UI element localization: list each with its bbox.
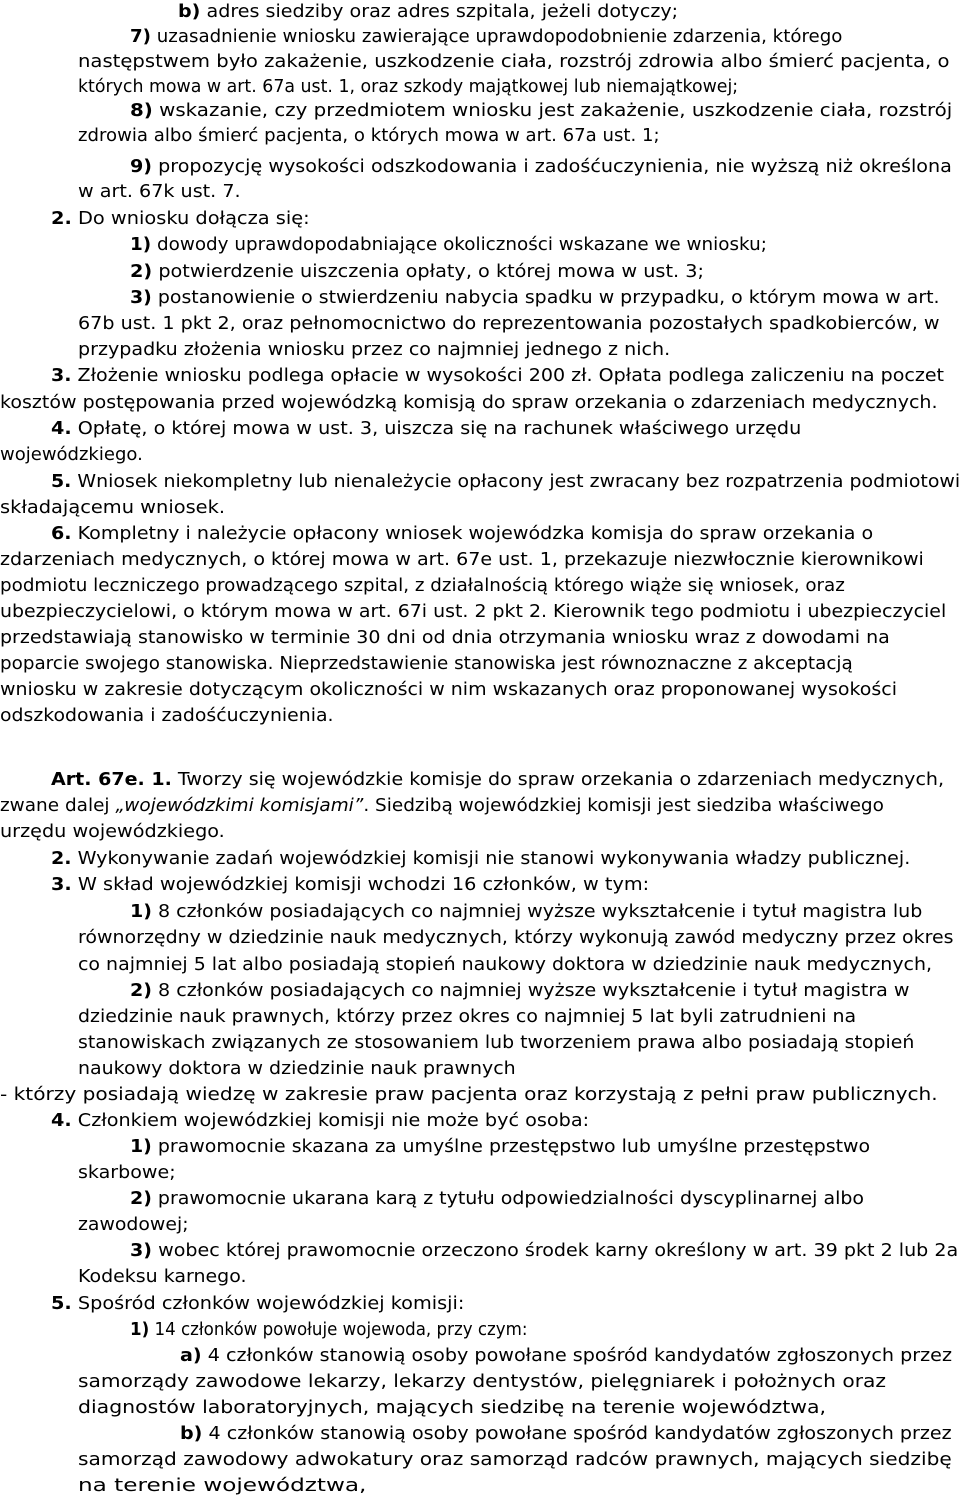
text-line: Kodeksu karnego. [78,1267,247,1287]
text-line: wniosku w zakresie dotyczącym okoliczności w nim wskazanych oraz proponowanej wysokości [0,680,898,700]
text-line: 4. Członkiem wojewódzkiej komisji nie może być osoba: [51,1111,590,1131]
text-line: b) 4 członków stanowią osoby powołane spośród kandydatów zgłoszonych przez [180,1424,952,1444]
text-line: co najmniej 5 lat albo posiadają stopień naukowy doktora w dziedzinie nauk medycznych, [78,955,933,975]
text-line: samorząd zawodowy adwokatury oraz samorząd radców prawnych, mających siedzibę [78,1450,952,1470]
text-line: 3) postanowienie o stwierdzeniu nabycia spadku w przypadku, o którym mowa w art. [130,288,940,308]
text-line: składającemu wniosek. [0,498,226,518]
text-line: w art. 67k ust. 7. [78,182,241,202]
text-line: 2. Wykonywanie zadań wojewódzkiej komisji nie stanowi wykonywania władzy publicznej. [51,849,911,869]
text-line: skarbowe; [78,1163,176,1183]
text-line: równorzędny w dziedzinie nauk medycznych, którzy wykonują zawód medyczny przez okres [78,928,954,948]
text-line: 3) wobec której prawomocnie orzeczono środek karny określony w art. 39 pkt 2 lub 2a [130,1241,959,1261]
text-line: 2) prawomocnie ukarana karą z tytułu odpowiedzialności dyscyplinarnej albo [130,1189,865,1209]
text-line: 67b ust. 1 pkt 2, oraz pełnomocnictwo do reprezentowania pozostałych spadkobierców, w [78,314,940,334]
text-line: 1) prawomocnie skazana za umyślne przestępstwo lub umyślne przestępstwo [130,1137,871,1157]
text-line: 8) wskazanie, czy przedmiotem wniosku jest zakażenie, uszkodzenie ciała, rozstrój [130,101,953,121]
text-line: 2) 8 członków posiadających co najmniej wyższe wykształcenie i tytuł magistra w [130,981,910,1001]
text-line: b) adres siedziby oraz adres szpitala, jeżeli dotyczy; [178,2,679,22]
text-line: - którzy posiadają wiedzę w zakresie praw pacjenta oraz korzystają z pełni praw publicznych. [0,1085,938,1105]
text-line: 3. Złożenie wniosku podlega opłacie w wysokości 200 zł. Opłata podlega zaliczeniu na poczet [51,366,945,386]
text-line: przedstawiają stanowisko w terminie 30 dni od dnia otrzymania wniosku wraz z dowodami na [0,628,890,648]
text-line: zdrowia albo śmierć pacjenta, o których mowa w art. 67a ust. 1; [78,126,660,146]
text-line: przypadku złożenia wniosku przez co najmniej jednego z nich. [78,340,671,360]
text-line: zwane dalej „wojewódzkimi komisjami”. Siedzibą wojewódzkiej komisji jest siedziba właściwego [0,796,884,816]
text-line: 2) potwierdzenie uiszczenia opłaty, o której mowa w ust. 3; [130,262,704,282]
text-line: 5. Spośród członków wojewódzkiej komisji: [51,1294,465,1314]
text-line: 1) dowody uprawdopodabniające okoliczności wskazane we wniosku; [130,235,767,255]
article-heading-line: Art. 67e. 1. Tworzy się wojewódzkie komisje do spraw orzekania o zdarzeniach medycznych, [51,770,945,790]
text-line: kosztów postępowania przed wojewódzką komisją do spraw orzekania o zdarzeniach medycznych. [0,393,938,413]
text-line: ubezpieczycielowi, o którym mowa w art. 67i ust. 2 pkt 2. Kierownik tego podmiotu i ubezpieczyciel [0,602,947,622]
text-line: których mowa w art. 67a ust. 1, oraz szkody majątkowej lub niemajątkowej; [78,77,739,97]
text-line: 4. Opłatę, o której mowa w ust. 3, uiszcza się na rachunek właściwego urzędu [51,419,802,439]
text-line: 5. Wniosek niekompletny lub nienależycie opłacony jest zwracany bez rozpatrzenia podmiotowi [51,472,960,492]
text-line: urzędu wojewódzkiego. [0,822,225,842]
text-line: 2. Do wniosku dołącza się: [51,209,310,229]
text-line: 6. Kompletny i należycie opłacony wniosek wojewódzka komisja do spraw orzekania o [51,524,874,544]
text-line: wojewódzkiego. [0,445,143,465]
text-line: poparcie swojego stanowiska. Nieprzedstawienie stanowiska jest równoznaczne z akceptacją [0,654,853,674]
text-line: 9) propozycję wysokości odszkodowania i zadośćuczynienia, nie wyższą niż określona [130,157,952,177]
text-line: 3. W skład wojewódzkiej komisji wchodzi 16 członków, w tym: [51,875,650,895]
text-line: 1) 8 członków posiadających co najmniej wyższe wykształcenie i tytuł magistra lub [130,902,923,922]
text-line: podmiotu leczniczego prowadzącego szpital, z działalnością którego wiąże się wniosek, oraz [0,576,845,596]
text-line: zawodowej; [78,1215,189,1235]
text-line: a) 4 członków stanowią osoby powołane spośród kandydatów zgłoszonych przez [180,1346,952,1366]
text-line: odszkodowania i zadośćuczynienia. [0,706,334,726]
text-line: zdarzeniach medycznych, o której mowa w art. 67e ust. 1, przekazuje niezwłocznie kierownikowi [0,550,924,570]
text-line: 1) 14 członków powołuje wojewoda, przy czym: [130,1320,528,1340]
text-line: następstwem było zakażenie, uszkodzenie ciała, rozstrój zdrowia albo śmierć pacjenta, o [78,52,950,72]
text-line: na terenie województwa, [78,1476,367,1496]
text-line: diagnostów laboratoryjnych, mających siedzibę na terenie województwa, [78,1398,826,1418]
text-line: naukowy doktora w dziedzinie nauk prawnych [78,1059,516,1079]
text-line: 7) uzasadnienie wniosku zawierające uprawdopodobnienie zdarzenia, którego [130,27,843,47]
text-line: samorządy zawodowe lekarzy, lekarzy dentystów, pielęgniarek i położnych oraz [78,1372,887,1392]
text-line: stanowiskach związanych ze stosowaniem lub tworzeniem prawa albo posiadają stopień [78,1033,915,1053]
text-line: dziedzinie nauk prawnych, którzy przez okres co najmniej 5 lat byli zatrudnieni na [78,1007,857,1027]
